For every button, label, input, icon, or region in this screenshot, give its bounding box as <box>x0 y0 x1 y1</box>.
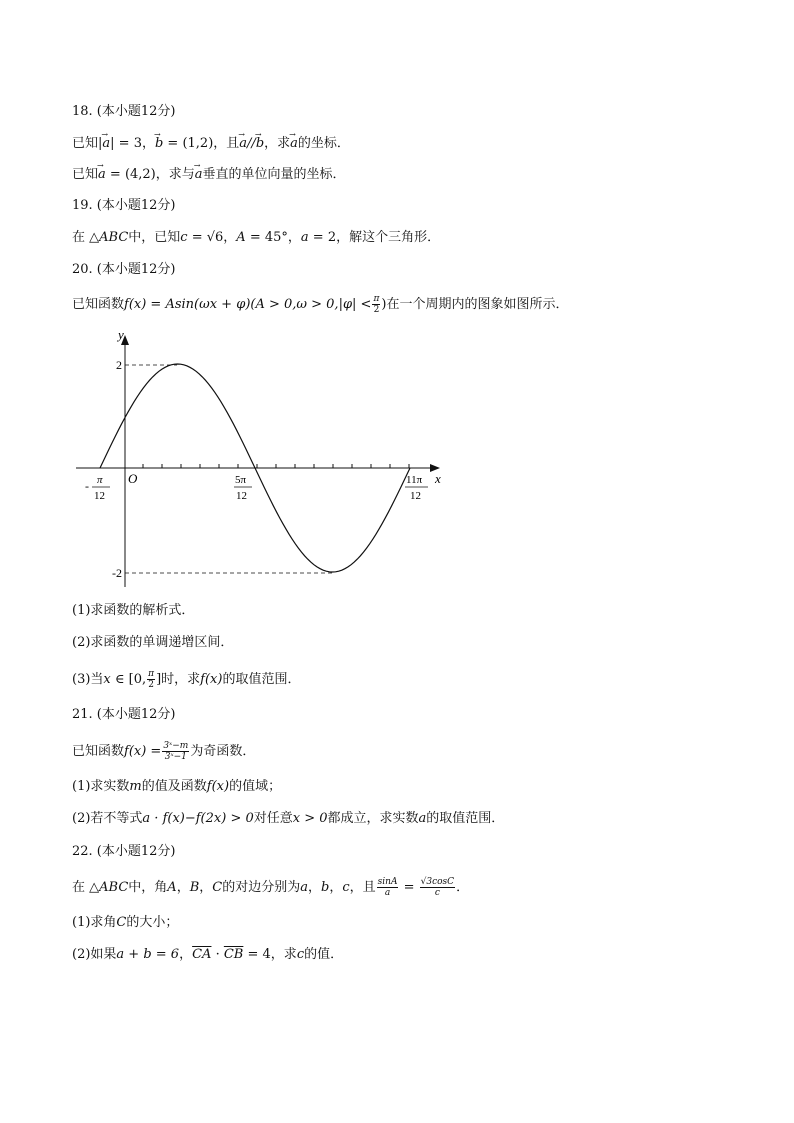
var-B: B <box>189 880 200 895</box>
q20-part3-fraction <box>147 669 155 690</box>
vector-b: → b <box>155 135 163 153</box>
fraction-numerator: sinA <box>377 877 398 887</box>
q22-part2-h: ，求 <box>270 947 297 962</box>
x-left-num: π <box>97 474 103 486</box>
fraction-denominator: 2 <box>373 305 380 315</box>
triangle-name: ABC <box>99 880 129 895</box>
var-C: C <box>212 880 223 895</box>
q22-stem-p: ． <box>456 880 470 895</box>
comma: ， <box>179 947 193 962</box>
var-x: x <box>103 672 111 687</box>
q21-fraction <box>162 741 189 762</box>
q22-stem-a: 在 △ <box>72 880 100 895</box>
var-m: m <box>129 779 142 794</box>
q22-fraction-right <box>420 877 455 898</box>
x-left-den: 12 <box>94 490 105 502</box>
q18-line1-c: | = 3， <box>110 136 155 151</box>
q21-part1-a: (1)求实数 <box>72 779 130 794</box>
q22-stem-i: 的对边分别为 <box>222 880 301 895</box>
q19-text-a: 在 △ <box>72 230 100 245</box>
q20-part1: (1)求函数的解析式． <box>72 603 195 618</box>
y-max-label: 2 <box>116 358 122 372</box>
q19-text <box>72 229 440 247</box>
x-right-den: 12 <box>410 490 421 502</box>
y-axis-label: y <box>118 327 124 342</box>
q21-part2-a: (2)若不等式 <box>72 811 143 826</box>
q21-part2-g: 的取值范围． <box>426 811 505 826</box>
fraction-numerator: π <box>148 669 155 679</box>
q20-stem-fraction <box>372 294 380 315</box>
vector-a: → a <box>102 135 110 153</box>
fraction-denominator: c <box>434 888 440 898</box>
fraction-numerator: π <box>373 294 380 304</box>
comma: ， <box>176 880 190 895</box>
q18-line1-e: = (1,2)，且 <box>163 136 240 151</box>
q21-part2-c: 对任意 <box>253 811 293 826</box>
var-a: a <box>300 880 309 895</box>
fraction-denominator: 3ˣ−1 <box>164 752 187 762</box>
q22-part1-a: (1)求角 <box>72 915 117 930</box>
q22-part2-j: 的值． <box>304 947 344 962</box>
q19-text-i: = 2，解这个三角形． <box>308 230 441 245</box>
var-c: c <box>180 230 188 245</box>
x-left-sign: - <box>85 479 89 493</box>
q21-condition: x > 0 <box>292 811 328 826</box>
vector-CB: $\overline{CB}$ <box>223 947 244 962</box>
q20-part3 <box>72 669 300 690</box>
q18-parallel: // <box>247 136 256 151</box>
x-mid-num: 5π <box>235 474 247 486</box>
q21-header: 21. (本小题12分) <box>72 707 176 722</box>
triangle-name: ABC <box>99 230 129 245</box>
var-a: a <box>300 230 309 245</box>
vector-CA: $\overline{CA}$ <box>192 947 212 962</box>
q18-line2-c: = (4,2)，求与 <box>105 167 195 182</box>
x-axis-label: x <box>435 471 441 486</box>
var-c: c <box>342 880 350 895</box>
q22-part2-a: (2)如果 <box>72 947 117 962</box>
q22-stem-o: ，且 <box>349 880 376 895</box>
q20-part2: (2)求函数的单调递增区间． <box>72 635 234 650</box>
vector-a: → a <box>239 135 247 153</box>
q21-part2 <box>72 810 504 828</box>
var-c: c <box>296 947 305 962</box>
var-a: a <box>418 811 427 826</box>
q18-line1-a: 已知| <box>72 136 103 151</box>
q21-part1-fx: f(x) <box>206 779 230 794</box>
vector-a: → a <box>195 166 203 184</box>
origin-label: O <box>128 471 138 486</box>
q20-stem <box>72 294 568 315</box>
var-C: C <box>116 915 127 930</box>
q20-part3-c: ∈ [0, <box>110 672 147 687</box>
q20-part3-d: ]时，求 <box>156 672 201 687</box>
q18-header: 18. (本小题12分) <box>72 104 176 119</box>
var-b: b <box>321 880 330 895</box>
q22-stem-c: 中，角 <box>128 880 168 895</box>
q21-part2-e: 都成立，求实数 <box>327 811 419 826</box>
q18-line2-a: 已知 <box>72 167 99 182</box>
q22-part2-g: = 4 <box>243 947 271 962</box>
q20-stem-a: 已知函数 <box>72 297 125 312</box>
var-A: A <box>236 230 246 245</box>
q20-part3-fx: f(x) <box>200 672 223 687</box>
q21-stem-a: 已知函数 <box>72 744 125 759</box>
q20-header: 20. (本小题12分) <box>72 262 176 277</box>
q20-part3-f: 的取值范围． <box>222 672 301 687</box>
q22-part1 <box>72 914 178 932</box>
q22-stem <box>72 877 469 898</box>
q22-sum: a + b = 6 <box>116 947 180 962</box>
fraction-numerator: 3ˣ−m <box>163 741 189 751</box>
q20-function-expr: f(x) = Asin(ωx + φ)(A > 0,ω > 0,|φ| < <box>124 297 372 312</box>
q18-line2 <box>72 166 346 184</box>
comma: ， <box>329 880 343 895</box>
fraction-numerator: √3cosC <box>420 877 455 887</box>
fraction-denominator: a <box>384 888 391 898</box>
sine-graph <box>70 325 450 595</box>
q18-line2-e: 垂直的单位向量的坐标． <box>202 167 346 182</box>
q22-part2 <box>72 946 343 964</box>
q21-part1-e: 的值域； <box>229 779 282 794</box>
q19-header: 19. (本小题12分) <box>72 198 176 213</box>
q21-stem <box>72 741 255 762</box>
q19-text-c: 中，已知 <box>128 230 181 245</box>
y-min-label: -2 <box>112 566 122 580</box>
vector-a: → a <box>290 135 298 153</box>
q21-function: f(x) = <box>124 744 162 759</box>
q18-line1-k: 的坐标． <box>297 136 350 151</box>
comma: ， <box>199 880 213 895</box>
q19-text-e: = √6， <box>187 230 237 245</box>
q20-stem-c: )在一个周期内的图象如图所示． <box>381 297 569 312</box>
equals: = <box>399 880 419 895</box>
vector-a: → a <box>98 166 106 184</box>
q21-part1-c: 的值及函数 <box>141 779 207 794</box>
q21-part1 <box>72 778 281 796</box>
q22-part1-c: 的大小； <box>126 915 179 930</box>
x-mid-den: 12 <box>236 490 247 502</box>
q18-line1-i: ，求 <box>264 136 291 151</box>
fraction-denominator: 2 <box>148 680 154 690</box>
dot-operator: · <box>211 947 224 962</box>
var-A: A <box>167 880 177 895</box>
comma: ， <box>308 880 322 895</box>
q22-fraction-left <box>377 877 399 898</box>
vector-b: → b <box>256 135 264 153</box>
q21-stem-c: 为奇函数． <box>190 744 256 759</box>
q20-part3-a: (3)当 <box>72 672 104 687</box>
x-right-num: 11π <box>406 474 423 486</box>
q18-line1 <box>72 135 350 153</box>
q22-header: 22. (本小题12分) <box>72 844 176 859</box>
q19-text-g: = 45°， <box>245 230 301 245</box>
q21-inequality: a · f(x)−f(2x) > 0 <box>142 811 254 826</box>
